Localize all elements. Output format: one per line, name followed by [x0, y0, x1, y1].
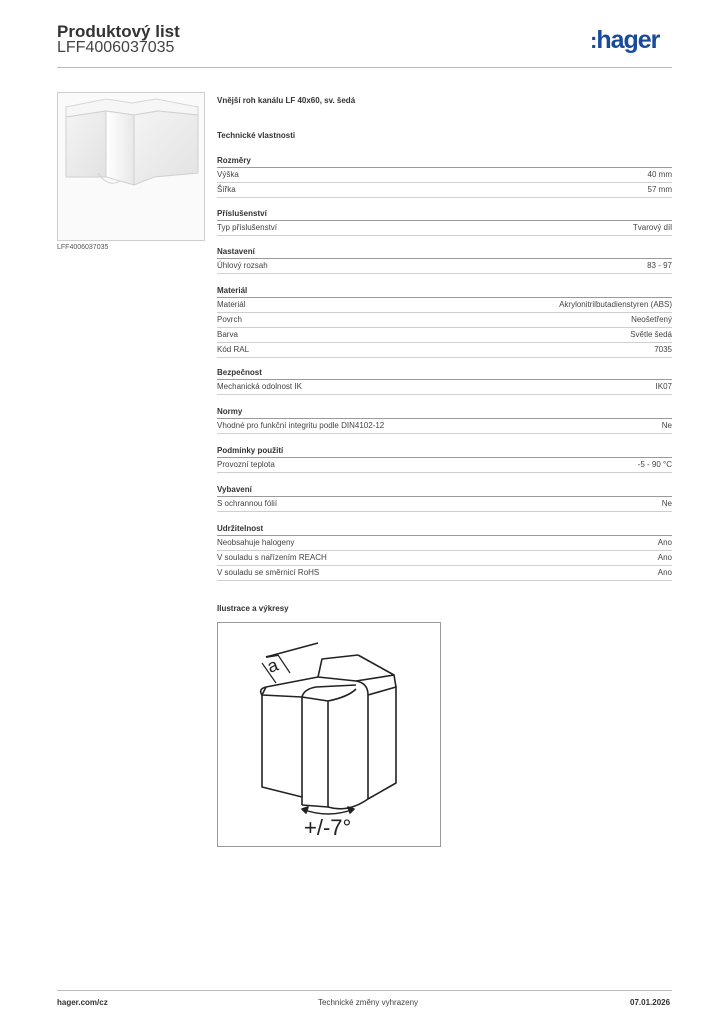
row-value: Ne	[661, 421, 672, 430]
table-row	[217, 183, 672, 198]
row-label: Mechanická odolnost IK	[217, 382, 302, 391]
table-row	[217, 536, 672, 551]
row-label: V souladu se směrnicí RoHS	[217, 568, 320, 577]
table-row	[217, 497, 672, 512]
section-standards	[217, 406, 672, 434]
row-label: Vhodné pro funkční integritu podle DIN4102-12	[217, 421, 385, 430]
table-row	[217, 343, 672, 358]
section-safety	[217, 367, 672, 395]
row-label: Úhlový rozsah	[217, 261, 268, 270]
row-value: 83 - 97	[647, 261, 672, 270]
page-title: Produktový list	[57, 22, 180, 41]
row-value: 57 mm	[647, 185, 672, 194]
row-value: IK07	[655, 382, 672, 391]
footer-website-link[interactable]: hager.com/cz	[57, 998, 108, 1007]
row-label: Provozní teplota	[217, 460, 275, 469]
footer-disclaimer: Technické změny vyhrazeny	[318, 998, 419, 1007]
row-label: Šířka	[217, 185, 236, 194]
logo-text: hager	[596, 26, 660, 54]
image-caption: LFF4006037035	[57, 244, 109, 251]
footer-divider	[57, 990, 672, 991]
product-code: LFF4006037035	[57, 39, 175, 56]
row-label: Materiál	[217, 300, 246, 309]
row-value: -5 - 90 °C	[637, 460, 672, 469]
product-image	[57, 92, 205, 241]
illustration-drawing	[217, 622, 441, 847]
section-conditions	[217, 445, 672, 473]
row-value: 40 mm	[647, 170, 672, 179]
illustration-title: Ilustrace a výkresy	[217, 604, 289, 613]
row-value: Tvarový díl	[632, 223, 672, 232]
table-row	[217, 419, 672, 434]
section-title: Materiál	[217, 285, 672, 298]
section-title: Normy	[217, 406, 672, 419]
row-value: 7035	[654, 345, 672, 354]
section-title: Udržitelnost	[217, 523, 672, 536]
section-title: Rozměry	[217, 155, 672, 168]
row-label: V souladu s nařízením REACH	[217, 553, 327, 562]
row-label: Kód RAL	[217, 345, 250, 354]
row-value: Neošetřený	[631, 315, 672, 324]
table-row	[217, 259, 672, 274]
header-divider	[57, 67, 672, 68]
table-row	[217, 458, 672, 473]
table-row	[217, 566, 672, 581]
section-title: Nastavení	[217, 246, 672, 259]
row-label: Neobsahuje halogeny	[217, 538, 295, 547]
section-title: Podmínky použití	[217, 445, 672, 458]
hager-logo[interactable]: :hager	[590, 26, 660, 54]
row-value: Světle šedá	[630, 330, 672, 339]
dimension-a-label: a	[264, 654, 281, 677]
tech-heading: Technické vlastnosti	[217, 131, 296, 140]
section-material	[217, 285, 672, 358]
row-value: Ano	[657, 553, 672, 562]
section-title: Bezpečnost	[217, 367, 672, 380]
row-label: S ochrannou fólií	[217, 499, 278, 508]
row-label: Typ příslušenství	[217, 223, 278, 232]
footer-date: 07.01.2026	[630, 998, 671, 1007]
product-description: Vnější roh kanálu LF 40x60, sv. šedá	[217, 96, 356, 105]
row-value: Ne	[661, 499, 672, 508]
row-label: Barva	[217, 330, 238, 339]
section-sustainability	[217, 523, 672, 581]
section-title: Příslušenství	[217, 208, 672, 221]
row-label: Povrch	[217, 315, 242, 324]
table-row	[217, 313, 672, 328]
table-row	[217, 298, 672, 313]
section-settings	[217, 246, 672, 274]
row-value: Ano	[657, 538, 672, 547]
table-row	[217, 221, 672, 236]
table-row	[217, 380, 672, 395]
section-accessories	[217, 208, 672, 236]
section-dimensions	[217, 155, 672, 198]
table-row	[217, 551, 672, 566]
row-value: Ano	[657, 568, 672, 577]
table-row	[217, 328, 672, 343]
section-title: Vybavení	[217, 484, 672, 497]
angle-label: +/-7°	[304, 815, 352, 840]
section-equipment	[217, 484, 672, 512]
table-row	[217, 168, 672, 183]
row-label: Výška	[217, 170, 239, 179]
row-value: Akrylonitrilbutadienstyren (ABS)	[559, 300, 672, 309]
